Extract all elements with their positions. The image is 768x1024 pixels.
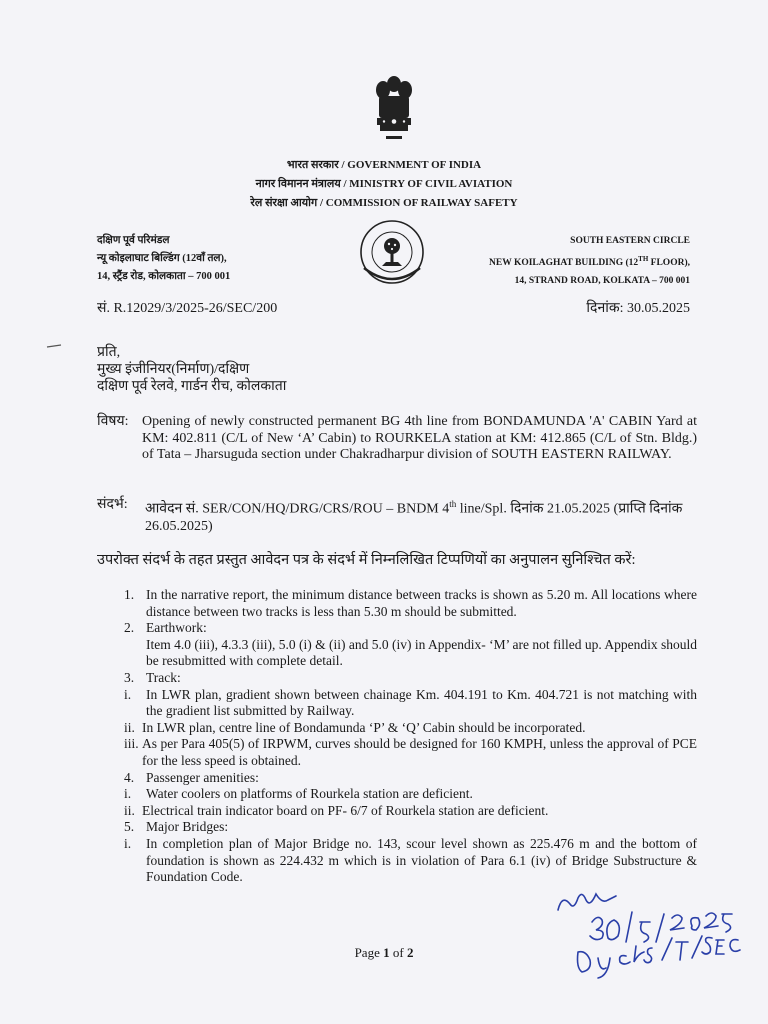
list-text: Track: [146,669,181,685]
page-total: 2 [406,945,414,960]
list-item [124,736,697,769]
addressee-line: प्रति, [97,345,121,360]
reference-label: संदर्भ: [97,497,128,512]
list-item [124,836,697,886]
list-marker: i. [124,786,132,802]
list-marker: i. [124,686,132,702]
list-text: In LWR plan, centre line of Bondamunda ‘P’ & ‘Q’ Cabin should be incorporated. [142,719,586,735]
list-text: As per Para 405(5) of IRPWM, curves should be designed for 160 KMPH, unless the approval of PCE for the less speed is obtained. [142,736,697,768]
letterhead-title [0,156,768,213]
list-text: In completion plan of Major Bridge no. 143, scour level shown as 225.476 m and the bottom of foundation is shown as 224.432 m which is in violation of Para 6.1 (iv) of Bridge Substructure & Foundation Code. [146,835,697,885]
addressee-line: मुख्य इंजीनियर(निर्माण)/दक्षिण [97,362,250,377]
list-text: Item 4.0 (iii), 4.3.3 (iii), 5.0 (i) & (ii) and 5.0 (iv) in Appendix- ‘M’ are not filled up. Appendix should be resubmitted with complete detail. [146,636,697,669]
intro-text: उपरोक्त संदर्भ के तहत प्रस्तुत आवेदन पत्र के संदर्भ में निम्नलिखित टिप्पणियों का अनुपालन सुनिश्चित करें: [97,552,636,568]
pen-mark [46,344,62,348]
reference-block [97,496,697,535]
commission-name: रेल संरक्षा आयोग / COMMISSION OF RAILWAY SAFETY [250,197,518,209]
reference-text-part: आवेदन सं. SER/CON/HQ/DRG/CRS/ROU – BNDM 4 [145,501,450,517]
footer-text: of [389,945,407,960]
list-text: In LWR plan, gradient shown between chainage Km. 404.191 to Km. 404.721 is not matching with the gradient list submitted by Railway. [146,686,697,719]
addressee-line: दक्षिण पूर्व रेलवे, गार्डन रीच, कोलकाता [97,379,287,394]
address-line: 14, स्ट्रैंड रोड, कोलकाता – 700 001 [97,271,231,282]
list-text: Water coolers on platforms of Rourkela station are deficient. [146,786,473,802]
list-marker: 5. [124,819,135,835]
list-item [124,803,697,820]
list-item [124,620,697,637]
list-marker: i. [124,835,132,851]
address-line: दक्षिण पूर्व परिमंडल [97,235,170,246]
list-marker: ii. [124,802,135,818]
page-footer [0,945,768,961]
list-marker: iii. [124,736,139,752]
subject-block [97,414,697,464]
addressee [97,344,286,395]
list-item [124,637,697,670]
list-text: Passenger amenities: [146,769,259,785]
address-hindi [97,232,230,286]
list-text: Electrical train indicator board on PF- 6/7 of Rourkela station are deficient. [142,802,549,818]
list-item [124,720,697,737]
list-marker: 3. [124,669,135,685]
state-emblem-icon [372,74,416,150]
address-line: SOUTH EASTERN CIRCLE [570,236,690,246]
address-english [489,232,690,290]
address-line [489,250,690,272]
subject-text: Opening of newly constructed permanent BG 4th line from BONDAMUNDA 'A' CABIN Yard at KM: 402.811 (C/L of New ‘A’ Cabin) to ROURKELA station at KM: 412.865 (C/L of Stn. Bldg.) of Tata – Jharsuguda section under Chakradharpur division of SOUTH EASTERN RAILWAY. [142,414,697,462]
reference-text-part: line/Spl. दिनांक 21.05.2025 (प्राप्ति दिनांक 26.05.2025) [145,501,683,534]
subject-label: विषय: [97,414,129,429]
address-text: NEW KOILAGHAT BUILDING (12 [489,258,639,269]
list-marker: 2. [124,620,135,636]
list-item [124,786,697,803]
crs-seal-icon [358,218,426,286]
list-item [124,770,697,787]
reference-text [145,496,697,535]
list-item [124,587,697,620]
reference-number: सं. R.12029/3/2025-26/SEC/200 [97,301,278,316]
page-current: 1 [383,945,390,960]
list-marker: 1. [124,587,135,602]
ministry-name: नागर विमानन मंत्रालय / MINISTRY OF CIVIL AVIATION [255,178,513,190]
superscript: TH [638,255,649,263]
letter-date: दिनांक: 30.05.2025 [586,301,690,316]
list-marker: ii. [124,719,135,735]
list-text: Earthwork: [146,620,207,636]
address-line: न्यू कोइलाघाट बिल्डिंग (12वाँ तल), [97,253,227,264]
list-text: In the narrative report, the minimum distance between tracks is shown as 5.20 m. All locations where distance between two tracks is less than 5.30 m should be submitted. [146,587,697,619]
superscript: th [449,499,457,509]
list-marker: 4. [124,769,135,785]
govt-of-india: भारत सरकार / GOVERNMENT OF INDIA [286,159,482,171]
list-item [124,687,697,720]
handwritten-signature [552,880,742,980]
address-line: 14, STRAND ROAD, KOLKATA – 700 001 [514,276,690,287]
footer-text: Page [354,945,384,960]
list-item [124,819,697,836]
list-text: Major Bridges: [146,819,229,835]
list-item [124,670,697,687]
observations-list [124,587,697,886]
address-text: FLOOR), [648,258,690,269]
